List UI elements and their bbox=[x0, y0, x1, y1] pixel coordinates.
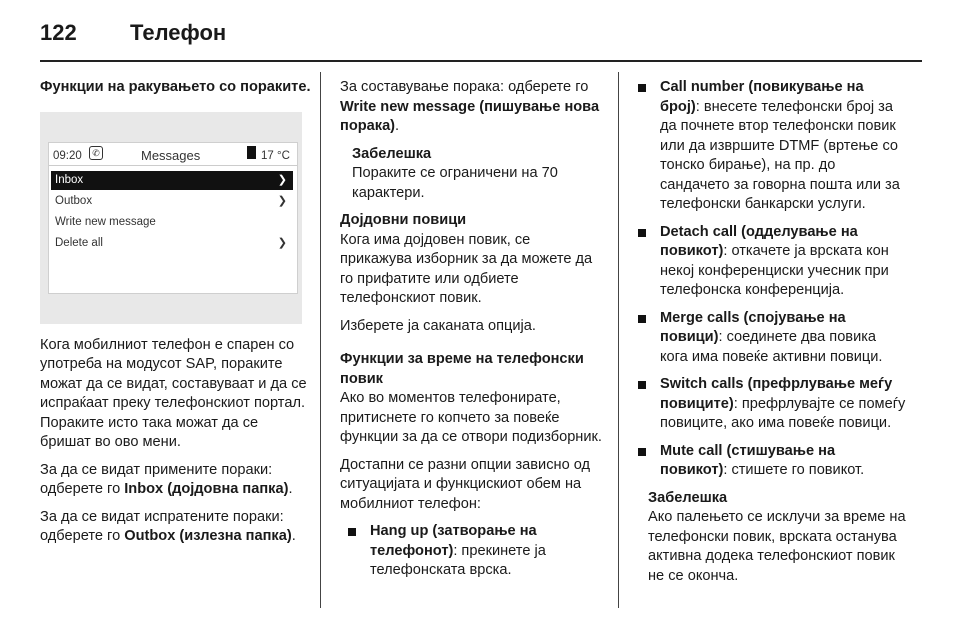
column-1 bbox=[40, 78, 312, 555]
menu-item-outbox bbox=[51, 192, 293, 211]
bullet-square-icon bbox=[348, 528, 356, 536]
page-header bbox=[40, 18, 922, 62]
note-box bbox=[630, 489, 906, 587]
menu-item-label: Outbox bbox=[55, 194, 93, 207]
menu-term: Outbox (излезна папка) bbox=[124, 528, 292, 544]
text: За составување порака: одберете го bbox=[340, 79, 589, 95]
bullet-item bbox=[630, 309, 906, 368]
text: За да се видат испратените пораки: одберете го bbox=[40, 508, 284, 544]
paragraph: Изберете ја саканата опција. bbox=[340, 317, 536, 334]
display-title: Messages bbox=[141, 147, 201, 163]
bullet-item bbox=[630, 78, 906, 215]
text: : префрлувајте се помеѓу повиците, ако има повеќе повици. bbox=[660, 395, 906, 431]
phone-icon: ✆ bbox=[89, 146, 103, 160]
note-text: Ако палењето се исклучи за време на телефонски повик, врската останува активна додека телефонскиот повик не се оконча. bbox=[648, 509, 906, 584]
display-status-bar bbox=[49, 143, 297, 165]
section-heading: Функции на ракувањето со пораките. bbox=[40, 79, 311, 95]
bullet-square-icon bbox=[638, 84, 646, 92]
text: . bbox=[291, 528, 296, 544]
paragraph: Достапни се разни опции зависно од ситуацијата и функцискиот обем на мобилниот телефон: bbox=[340, 456, 591, 512]
menu-term: Mute call (стишување на повикот) bbox=[660, 442, 836, 478]
bullet-item bbox=[630, 375, 906, 434]
chapter-title: Телефон bbox=[130, 20, 227, 45]
paragraph: Кога има дојдовен повик, се прикажува изборник за да можете да го прифатите или одбиете телефонскиот повик. bbox=[340, 231, 593, 306]
menu-term: Hang up (затворање на телефонот) bbox=[370, 523, 537, 559]
paragraph bbox=[40, 508, 312, 547]
clock-text: 09:20 bbox=[53, 149, 82, 162]
temperature-text: 17 °C bbox=[261, 149, 290, 162]
text: . bbox=[395, 118, 400, 134]
chevron-right-icon: ❯ bbox=[277, 173, 287, 186]
column-divider-1 bbox=[320, 72, 321, 608]
menu-term: Merge calls (спојување на повици) bbox=[660, 309, 846, 345]
column-2 bbox=[340, 78, 606, 589]
column-3 bbox=[630, 78, 906, 594]
menu-item-label: Delete all bbox=[55, 236, 103, 249]
text: За да се видат примените пораки: одберете го bbox=[40, 461, 273, 497]
page-number: 122 bbox=[40, 20, 77, 45]
paragraph bbox=[40, 461, 312, 500]
menu-item-label: Inbox bbox=[55, 173, 84, 186]
bullet-item bbox=[630, 442, 906, 481]
menu-term: Switch calls (префрлување меѓу повиците) bbox=[660, 376, 893, 412]
menu-term: Write new message (пишување нова порака) bbox=[340, 98, 600, 134]
chevron-right-icon: ❯ bbox=[277, 194, 287, 207]
menu-term: Detach call (одделување на повикот) bbox=[660, 223, 858, 259]
section-heading: Функции за време на телефонски повик bbox=[340, 351, 584, 387]
note-box bbox=[340, 145, 606, 204]
bullet-square-icon bbox=[638, 229, 646, 237]
text: . bbox=[288, 481, 293, 497]
menu-term: Call number (повикување на број) bbox=[660, 79, 864, 115]
note-title: Забелешка bbox=[648, 489, 728, 506]
bullet-square-icon bbox=[638, 315, 646, 323]
paragraph: Ако во моментов телефонирате, притиснете го копчето за повеќе функции за да се отвори подизборник. bbox=[340, 390, 602, 445]
bullet-item bbox=[630, 223, 906, 301]
messages-screen-image bbox=[40, 112, 302, 324]
bullet-item bbox=[340, 522, 606, 581]
section-heading: Дојдовни повици bbox=[340, 212, 467, 228]
text: : стишете го повикот. bbox=[723, 462, 865, 478]
menu-item-label: Write new message bbox=[55, 215, 156, 228]
bullet-square-icon bbox=[638, 448, 646, 456]
battery-icon bbox=[247, 146, 256, 159]
menu-item-delete-all bbox=[51, 234, 293, 253]
menu-term: Inbox (дојдовна папка) bbox=[124, 481, 289, 497]
note-title: Забелешка bbox=[352, 145, 432, 162]
display-panel bbox=[48, 142, 298, 294]
menu-item-inbox bbox=[51, 171, 293, 190]
column-divider-2 bbox=[618, 72, 619, 608]
menu-item-write-new-message bbox=[51, 213, 293, 232]
text: : откачете ја врската кон некој конференциски учесник при телефонска конференција. bbox=[660, 243, 889, 298]
header-rule bbox=[40, 60, 922, 62]
paragraph: Кога мобилниот телефон е спарен со употреба на модусот SAP, пораките можат да се видат, составуваат и да се испраќаат преку телефонскиот портал. Пораките исто така можат да се бришат во ово мени. bbox=[40, 336, 307, 450]
bullet-square-icon bbox=[638, 381, 646, 389]
note-text: Пораките се ограничени на 70 карактери. bbox=[352, 165, 558, 201]
paragraph bbox=[340, 78, 606, 137]
chevron-right-icon: ❯ bbox=[277, 236, 287, 249]
text: : прекинете ја телефонската врска. bbox=[370, 542, 546, 578]
display-divider bbox=[49, 165, 297, 166]
text: : соединете два повика кога има повеќе активни повици. bbox=[660, 329, 883, 365]
text: : внесете телефонски број за да почнете втор телефонски повик или да извршите DTMF (вртење со тонско бирање), на пр. до сандачето за говорна пошта или за телефонски банкарски услуги. bbox=[660, 98, 900, 212]
